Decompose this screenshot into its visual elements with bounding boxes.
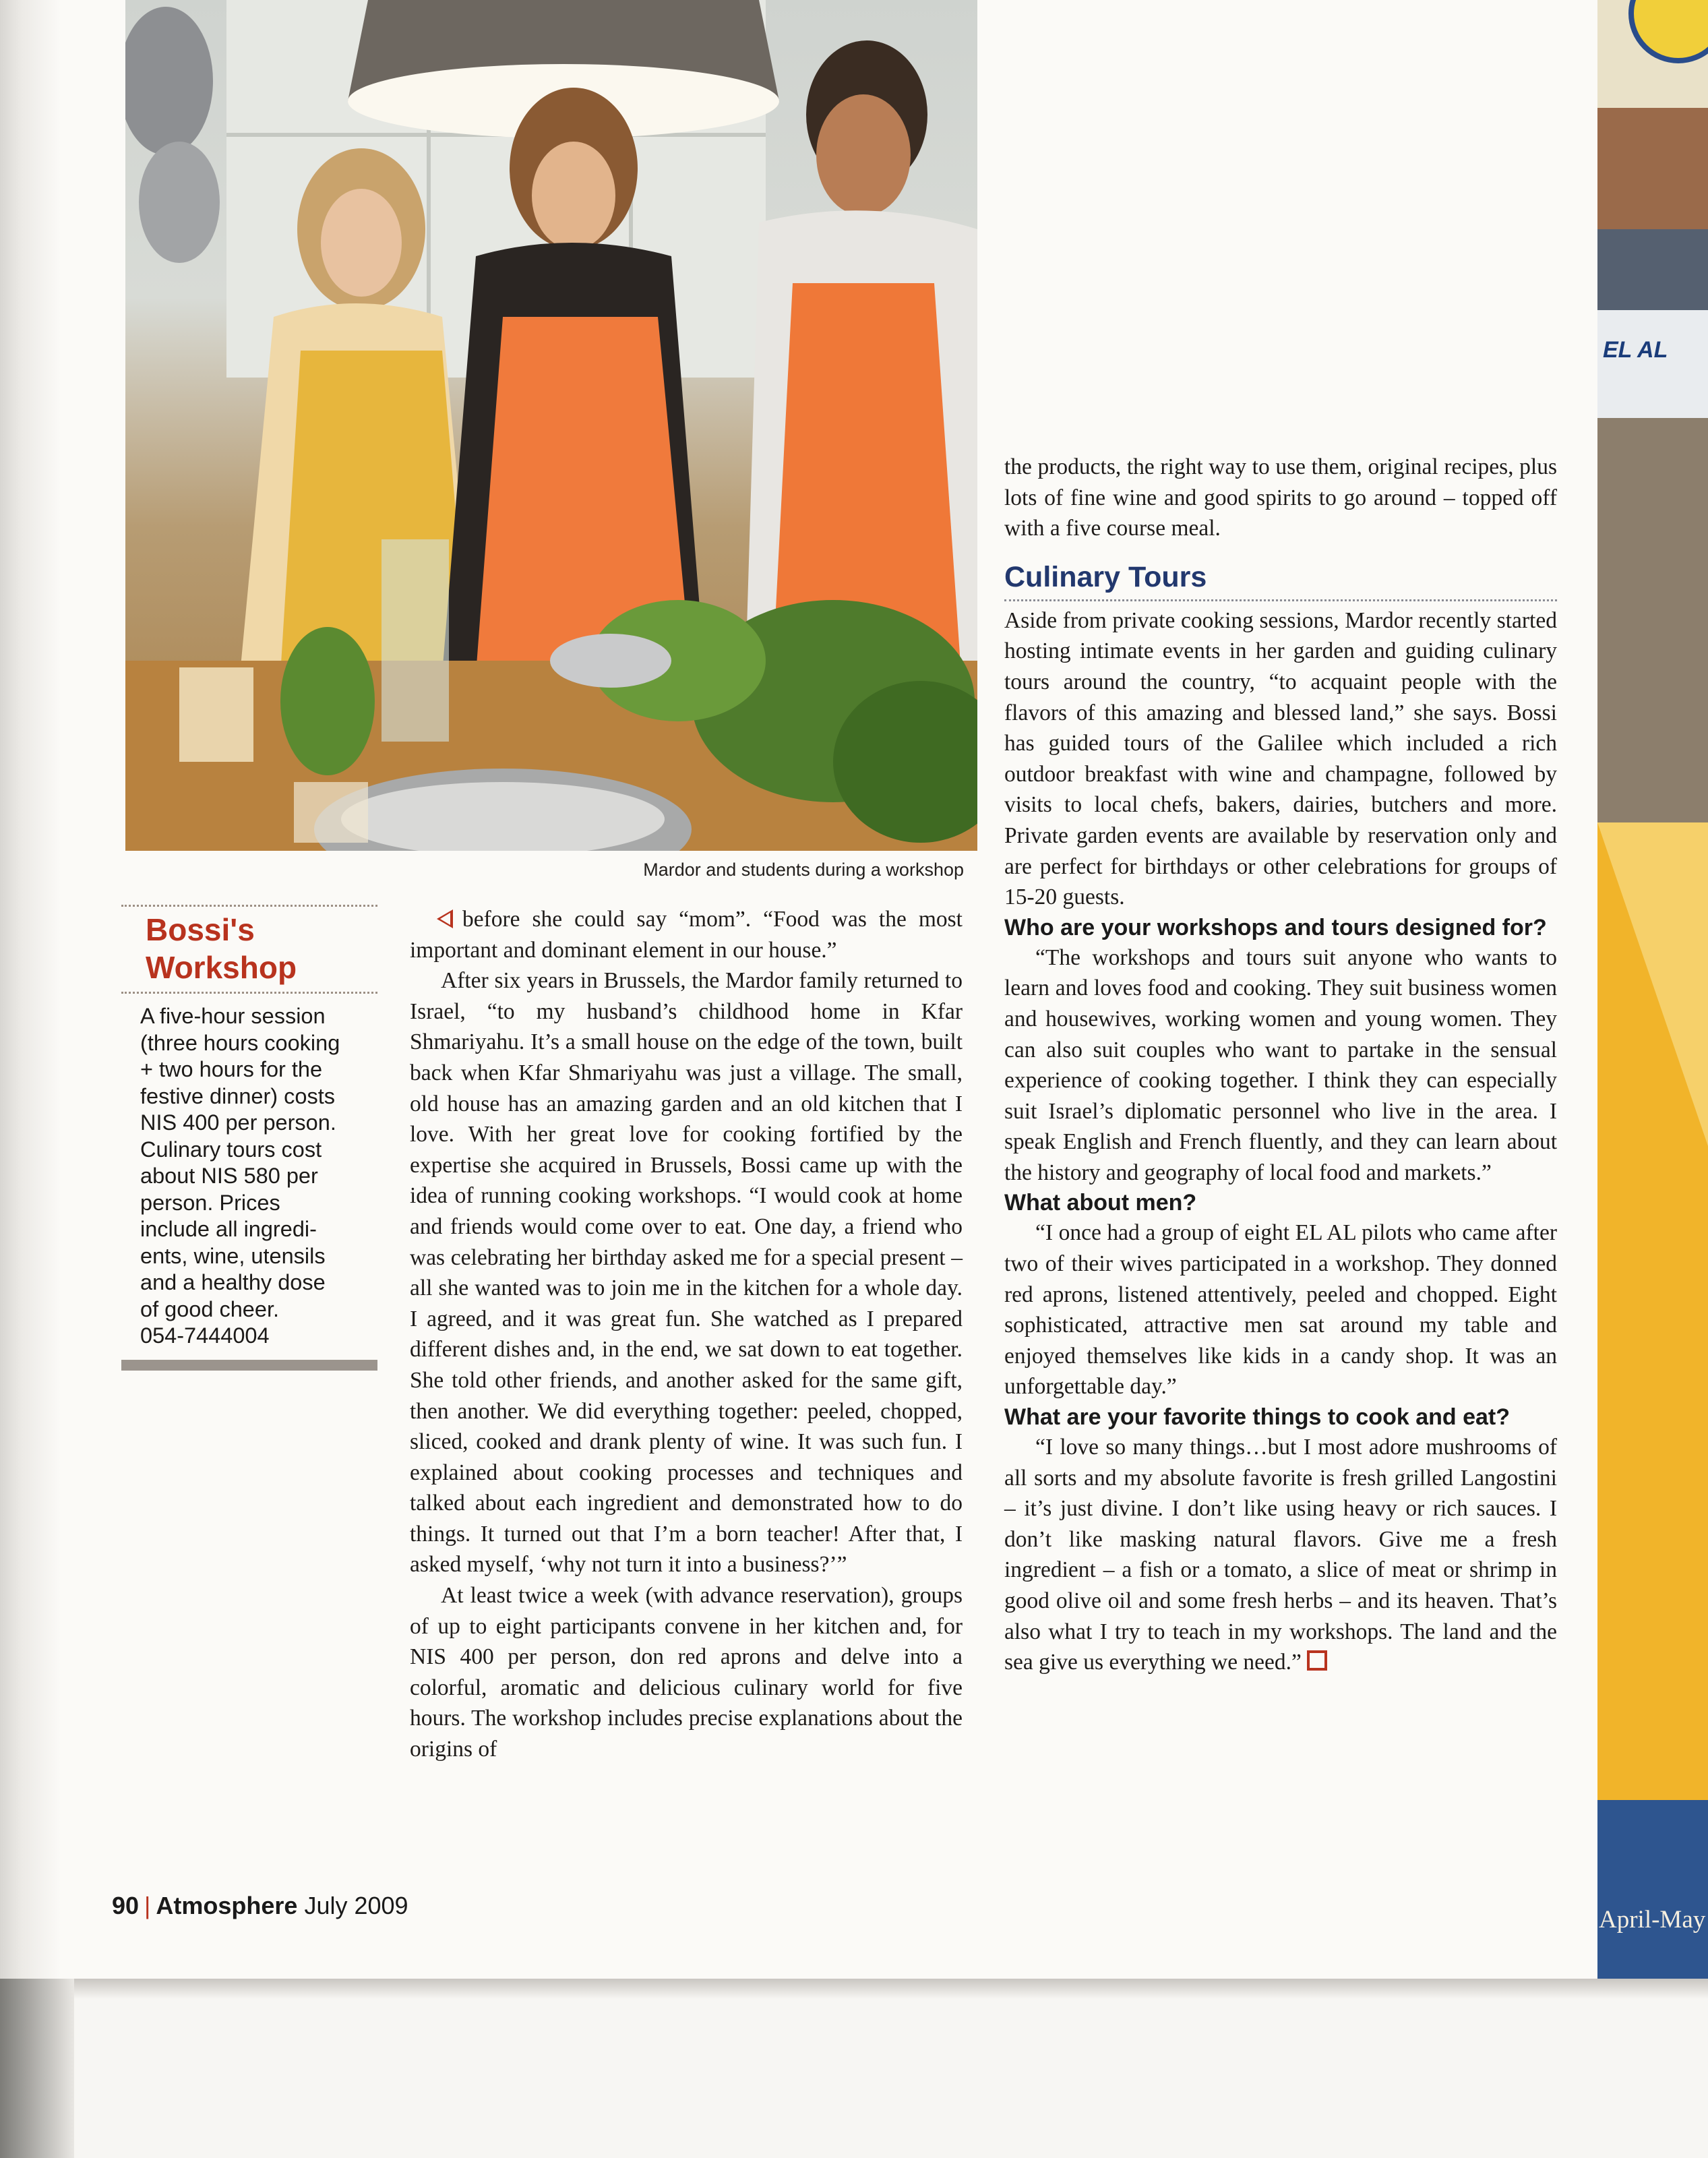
interview-question: What about men?: [1004, 1190, 1197, 1216]
sidebar-bottom-bar: [121, 1360, 377, 1371]
article-column-2-top: [1004, 452, 1557, 1678]
sidebar-line: ents, wine, utensils: [140, 1243, 326, 1268]
sidebar-line: of good cheer.: [140, 1296, 279, 1321]
paragraph-text: before she could say “mom”. “Food was the most important and dominant element in our house.”: [410, 907, 963, 963]
spine-shadow: [0, 1979, 74, 2158]
interview-answer: “The workshops and tours suit anyone who wants to learn and loves food and cooking. They suit business women and housewives, working women and young women. They can also suit couples who want to partake in the sensual experience of cooking together. I think they can especially suit Israel’s diplomatic personnel who live in the area. I speak English and French fluently, and they can learn about the history and geography of local food and markets.”: [1004, 945, 1557, 1185]
page-footer: [112, 1892, 408, 1920]
sidebar-title-line: Bossi's: [146, 912, 255, 947]
end-of-article-icon: [1307, 1650, 1327, 1671]
sidebar-line: Culinary tours cost: [140, 1137, 322, 1162]
photo-caption: Mardor and students during a workshop: [643, 860, 964, 880]
workshop-photo-illustration: [125, 0, 977, 851]
interview-answer: “I once had a group of eight EL AL pilots who came after two of their wives participated in a workshop. They donned red aprons, listened attentively, peeled and chopped. Eight sophisticated, attractive men sat around my table and enjoyed themselves like kids in a candy shop. It was an unforgettable day.”: [1004, 1220, 1557, 1400]
sidebar-phone: 054-7444004: [140, 1323, 270, 1348]
workshop-photo: [125, 0, 977, 851]
sidebar-line: + two hours for the: [140, 1057, 323, 1081]
sidebar-title: [146, 911, 377, 986]
adjacent-page-illustration: [1597, 0, 1708, 1979]
article-paragraph: the products, the right way to use them, original recipes, plus lots of fine wine and good spirits to go around – topped off with a five course meal.: [1004, 454, 1557, 541]
sidebar-body: [140, 1003, 363, 1350]
sidebar-title-line: Workshop: [146, 950, 297, 985]
page-number: 90: [112, 1892, 140, 1919]
sidebar-title-rule: [121, 992, 377, 994]
article-paragraph: After six years in Brussels, the Mardor family returned to Israel, “to my husband’s childhood home in Kfar Shmariyahu. It’s a small house on the edge of the town, built back when Kfar Shmariyahu was just a village. The small, old house has an amazing garden and an old kitchen that I love. With her great love for cooking fortified by the expertise she acquired in Brussels, Bossi came up with the idea of running cooking workshops. “I would cook at home and friends would come over to eat. One day, a friend who was celebrating her birthday asked me for a special present – all she wanted was to join me in the kitchen for a whole day. I agreed, and it was great fun. She watched as I prepared different dishes and, in the end, we sat down to eat together. She told other friends, and another asked for the same gift, then another. We did everything together: peeled, chopped, sliced, cooked and drank plenty of wine. It was such fun. I explained about cooking processes and techniques and talked about each ingredient and demonstrated how to do things. It turned out that I’m a born teacher! After that, I asked myself, ‘why not turn it into a business?’”: [410, 968, 963, 1578]
info-sidebar: [121, 905, 377, 1350]
article-column-1: [410, 904, 963, 1765]
article-paragraph: Aside from private cooking sessions, Mardor recently started hosting intimate events in her garden and guiding culinary tours around the country, “to acquaint people with the flavors of this amazing and blessed land,” she says. Bossi has guided tours of the Galilee which included a rich outdoor breakfast with wine and champagne, followed by visits to local chefs, bakers, dairies, butchers and more. Private garden events are available by reservation only and are perfect for birthdays or other celebrations for groups of 15-20 guests.: [1004, 607, 1557, 910]
issue-date: July 2009: [304, 1892, 408, 1919]
page-fold-shadow: [0, 1979, 1708, 1999]
binding-shadow: [0, 0, 61, 1979]
sidebar-line: include all ingredi-: [140, 1217, 317, 1241]
sidebar-line: and a healthy dose: [140, 1270, 326, 1294]
sidebar-line: NIS 400 per person.: [140, 1110, 336, 1135]
interview-question: What are your favorite things to cook and eat?: [1004, 1404, 1510, 1431]
magazine-name: Atmosphere: [156, 1892, 298, 1919]
interview-question: Who are your workshops and tours designed for?: [1004, 914, 1547, 940]
scan-background: [0, 1979, 1708, 2158]
section-heading: Culinary Tours: [1004, 560, 1207, 593]
sidebar-line: festive dinner) costs: [140, 1083, 336, 1108]
article-paragraph: [410, 904, 963, 965]
answer-text: “I love so many things…but I most adore mushrooms of all sorts and my absolute favorite is fresh grilled Langostini – it’s just divine. I don’t like using heavy or rich sauces. I don’t like masking natural flavors. Give me a fresh ingredient – a fish or a tomato, a slice of meat or shrimp in good olive oil and some fresh herbs – and its heaven. That’s also what I try to teach in my workshops. The land and the sea give us everything we need.”: [1004, 1435, 1557, 1675]
footer-separator: |: [144, 1892, 151, 1919]
sidebar-line: (three hours cooking: [140, 1030, 340, 1055]
adjacent-page-edge: [1597, 0, 1708, 1979]
sidebar-line: person. Prices: [140, 1190, 280, 1215]
section-heading-rule: [1004, 599, 1557, 601]
continuation-arrow-icon: [437, 909, 453, 928]
adjacent-page-date: April-May: [1599, 1906, 1706, 1934]
sidebar-line: about NIS 580 per: [140, 1164, 318, 1188]
sidebar-line: A five-hour session: [140, 1004, 326, 1028]
sidebar-top-rule: [121, 905, 377, 907]
interview-answer: [1004, 1432, 1557, 1678]
airline-logo-fragment: EL AL: [1603, 337, 1668, 363]
article-paragraph: At least twice a week (with advance reservation), groups of up to eight participants convene in her kitchen and, for NIS 400 per person, don red aprons and delve into a colorful, aromatic and delicious culinary world for five hours. The workshop includes precise explanations about the origins of: [410, 1583, 963, 1762]
